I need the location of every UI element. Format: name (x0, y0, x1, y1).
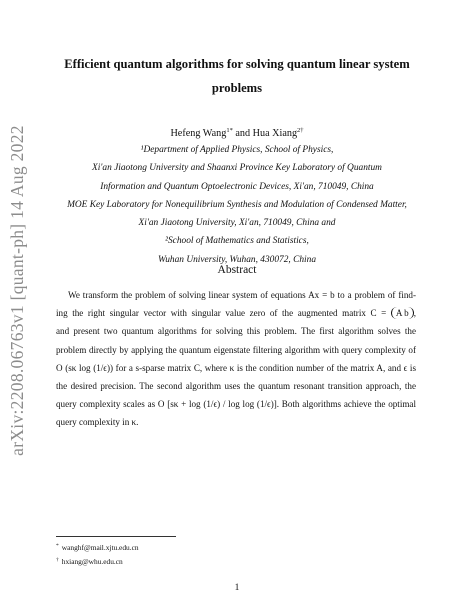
author-name: Hefeng Wang (170, 128, 227, 139)
affiliation-line: MOE Key Laboratory for Nonequilibrium Synthesis and Modulation of Condensed Matter, (67, 199, 407, 210)
author-conjunction: and (235, 128, 251, 139)
footnotes (56, 540, 139, 568)
paper-title (50, 52, 424, 100)
abstract-line: query complexity in κ. (56, 417, 139, 428)
footnote-divider (56, 536, 176, 537)
author-name: Hua Xiang (252, 128, 298, 139)
arxiv-stamp (2, 100, 32, 480)
author-marks: 2† (297, 127, 304, 134)
arxiv-stamp-text: arXiv:2208.06763v1 [quant-ph] 14 Aug 2022 (6, 124, 27, 456)
abstract-line: We transform the problem of solving linear system of equations Ax = b to a problem of find- (68, 290, 416, 300)
footnote-email: hxiang@whu.edu.cn (61, 557, 123, 566)
page-number: 1 (234, 583, 240, 593)
affiliation-line: ¹Department of Applied Physics, School of Physics, (140, 145, 334, 155)
abstract-line-with-matrix (56, 304, 416, 322)
abstract-line: problem directly by applying the quantum eigenstate filtering algorithm with query complexity of (56, 344, 416, 355)
footnote-email: wanghf@mail.xjtu.edu.cn (61, 543, 139, 552)
affiliation-line: Xi'an Jiaotong University and Shaanxi Province Key Laboratory of Quantum (92, 163, 382, 174)
title-line: Efficient quantum algorithms for solving quantum linear system (64, 57, 410, 71)
abstract-line: the desired precision. The second algorithm uses the quantum resonant transition approach, the (56, 380, 416, 391)
affiliation-line: Xi'an Jiaotong University, Xi'an, 710049, China and (138, 218, 336, 229)
abstract-line: and present two quantum algorithms for solving this problem. The first algorithm solves the (56, 326, 416, 337)
abstract-line: query complexity scales as O [sκ + log (1/ϵ) / log log (1/ϵ)]. Both algorithms achieve the optimal (56, 399, 416, 410)
abstract-body (56, 286, 416, 432)
affiliation-line: Information and Quantum Optoelectronic Devices, Xi'an, 710049, China (100, 181, 374, 192)
abstract-line: ing the right singular vector with singular value zero of the augmented matrix C = (56, 308, 387, 319)
affiliation-line: ²School of Mathematics and Statistics, (165, 236, 309, 247)
author-marks: 1* (226, 127, 233, 134)
footnote (56, 554, 139, 568)
footnote-mark: * (56, 543, 59, 549)
affiliation-line: Wuhan University, Wuhan, 430072, China (157, 254, 317, 265)
footnote-mark: † (56, 557, 59, 563)
abstract-line: O (sκ log (1/ϵ)) for a s-sparse matrix C, where κ is the condition number of the matrix A, and ϵ is (56, 362, 416, 373)
abstract-heading: Abstract (217, 264, 257, 276)
title-line: problems (211, 81, 263, 95)
footnote (56, 540, 139, 554)
matrix-suffix: , (413, 308, 416, 319)
author-list (0, 124, 474, 141)
augmented-matrix: A b (391, 307, 414, 319)
affiliations (30, 141, 444, 269)
